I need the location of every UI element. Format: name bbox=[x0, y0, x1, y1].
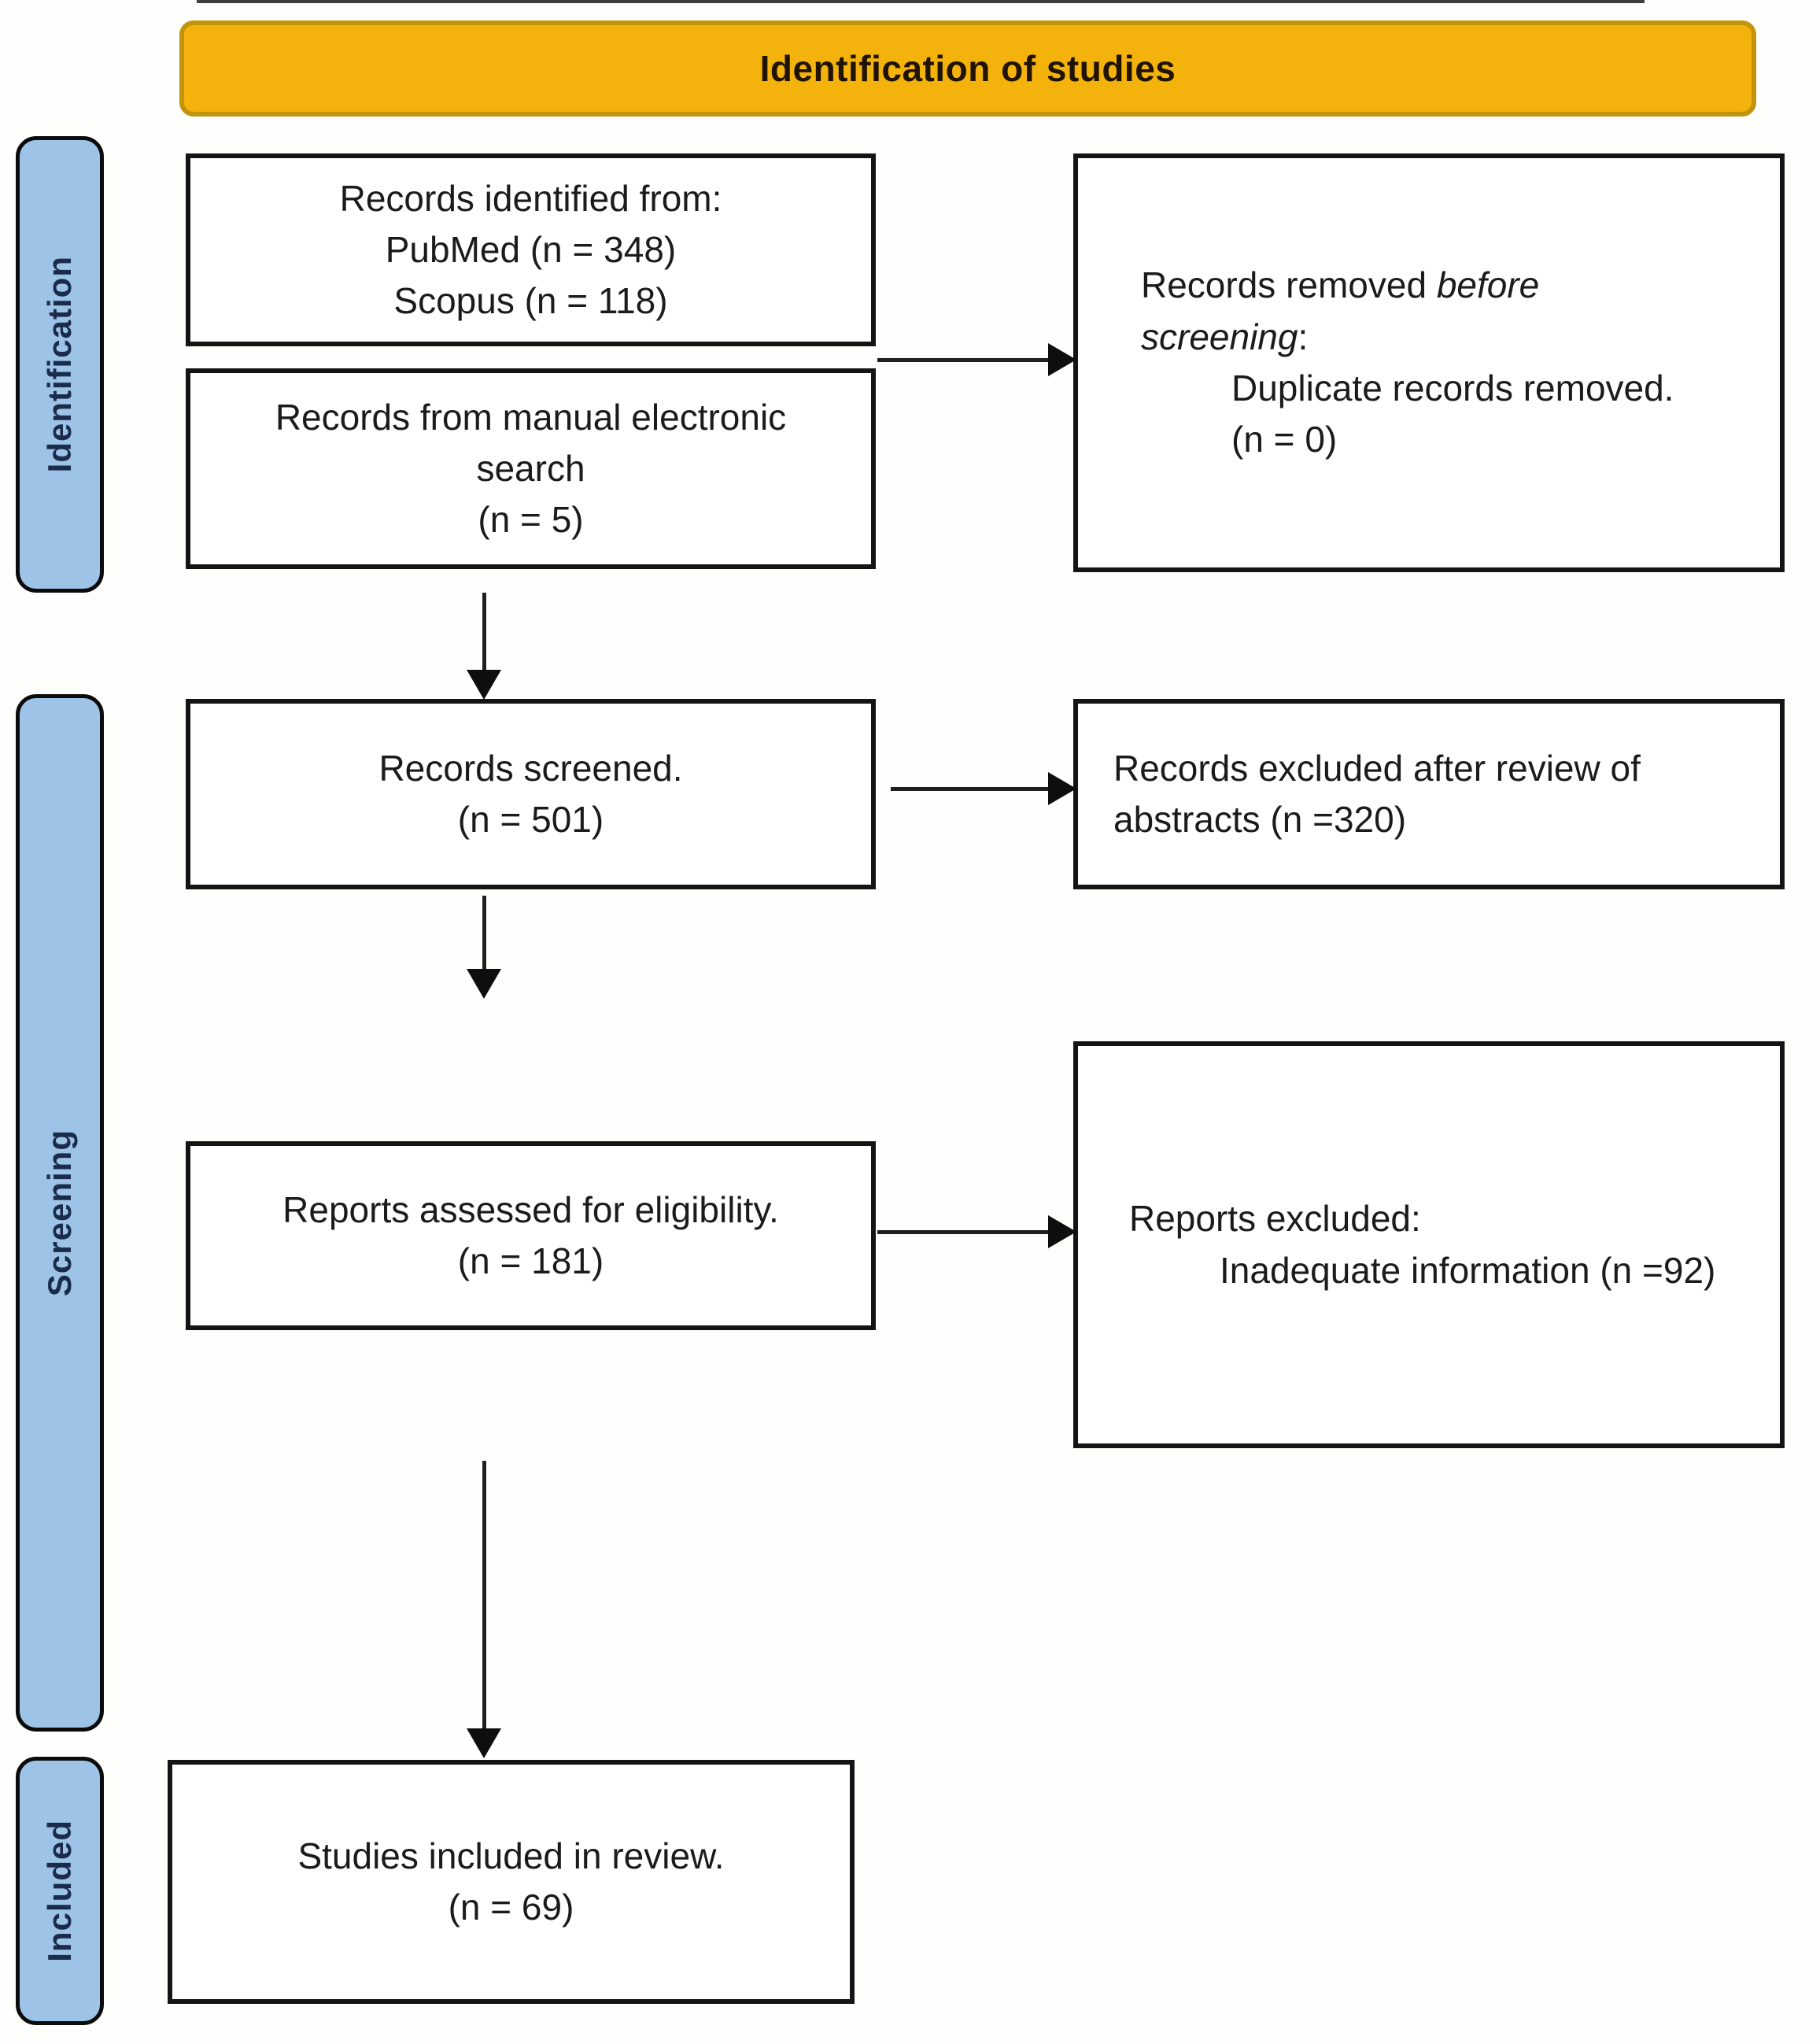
sidebar-stage-screening bbox=[16, 694, 104, 1732]
text-normal: Records removed bbox=[1141, 264, 1427, 306]
box-line: Records identified from: bbox=[339, 177, 722, 219]
arrow-head-screened-to-assessed bbox=[467, 969, 501, 999]
arrow-head-assessed-to-excluded bbox=[1048, 1215, 1076, 1248]
sidebar-stage-included bbox=[16, 1757, 104, 2025]
arrow-head-screened-to-excluded bbox=[1048, 772, 1076, 805]
sidebar-stage-identification bbox=[16, 136, 104, 593]
box-line: search bbox=[476, 447, 585, 489]
banner-identification-of-studies bbox=[179, 20, 1756, 116]
arrow-line-identified-to-removed bbox=[877, 358, 1053, 362]
box-records-removed-before-screening bbox=[1073, 153, 1785, 572]
box-records-screened bbox=[186, 699, 876, 889]
stage-label-screening: Screening bbox=[41, 1129, 78, 1297]
arrow-line-screened-to-assessed bbox=[482, 896, 486, 971]
box-line: (n = 69) bbox=[448, 1887, 574, 1928]
box-studies-included bbox=[168, 1760, 855, 2004]
stage-label-identification: Identification bbox=[41, 256, 78, 473]
arrow-head-assessed-to-included bbox=[467, 1728, 501, 1758]
box-line: Reports assessed for eligibility. bbox=[282, 1188, 779, 1230]
box-line bbox=[1141, 312, 1308, 363]
box-line bbox=[1141, 260, 1539, 311]
stage-label-included: Included bbox=[41, 1820, 78, 1962]
box-sub-line: Duplicate records removed. bbox=[1231, 368, 1674, 408]
text-italic: before bbox=[1436, 264, 1540, 306]
box-reports-excluded bbox=[1073, 1041, 1785, 1448]
arrow-line-assessed-to-excluded bbox=[877, 1230, 1053, 1234]
box-sub-line: (n = 0) bbox=[1231, 419, 1338, 460]
box-records-excluded-abstracts bbox=[1073, 699, 1785, 889]
arrow-head-manual-to-screened bbox=[467, 670, 501, 700]
box-line: abstracts (n =320) bbox=[1113, 799, 1407, 840]
banner-title: Identification of studies bbox=[759, 48, 1176, 89]
box-reports-assessed bbox=[186, 1141, 876, 1330]
arrow-line-assessed-to-included bbox=[482, 1461, 486, 1730]
box-line: Scopus (n = 118) bbox=[393, 280, 668, 322]
box-line: (n = 181) bbox=[457, 1240, 604, 1281]
arrow-line-manual-to-screened bbox=[482, 593, 486, 671]
box-line: Records from manual electronic bbox=[275, 396, 787, 438]
box-line: Records screened. bbox=[378, 747, 683, 789]
box-line: (n = 5) bbox=[478, 499, 584, 541]
text-normal: : bbox=[1298, 316, 1309, 357]
box-line: (n = 501) bbox=[457, 799, 604, 840]
box-line: PubMed (n = 348) bbox=[385, 228, 677, 270]
box-sub-line: Inadequate information (n =92) bbox=[1220, 1249, 1716, 1291]
box-records-identified bbox=[186, 153, 876, 346]
arrow-line-screened-to-excluded bbox=[891, 787, 1053, 791]
box-line: Reports excluded: bbox=[1129, 1198, 1421, 1240]
box-line: Records excluded after review of bbox=[1113, 747, 1641, 789]
text-italic: screening bbox=[1141, 316, 1298, 357]
box-line: Studies included in review. bbox=[297, 1835, 725, 1876]
box-records-manual-search bbox=[186, 368, 876, 569]
page-top-border bbox=[197, 0, 1645, 3]
arrow-head-identified-to-removed bbox=[1048, 343, 1076, 376]
